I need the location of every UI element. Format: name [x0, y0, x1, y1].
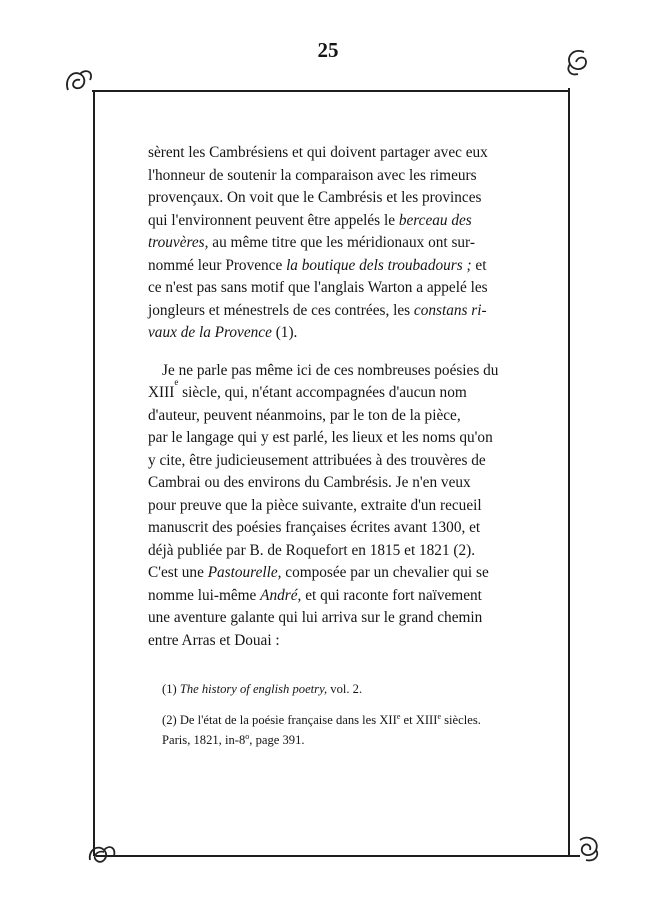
text-line: [148, 405, 518, 428]
text-span: Cambrai ou des environs du Cambrésis. Je n'en veux: [148, 474, 471, 491]
footnote-2: [162, 710, 522, 750]
page-number: 25: [317, 38, 339, 62]
corner-ornament-bottom-right-icon: [572, 830, 606, 864]
text-span: nommé leur Provence: [148, 256, 287, 274]
text-span: C'est une: [148, 564, 208, 581]
footnote-text: (2) De l'état de la poésie française dans les XII: [162, 713, 397, 727]
text-span: siècle, qui, n'étant accompagnées d'aucun nom: [178, 384, 467, 401]
footnotes: [162, 678, 522, 750]
text-span: y cite, être judicieusement attribuées à des trouvères de: [148, 451, 486, 469]
text-span: Je ne parle pas même ici de ces nombreuses poésies du: [162, 361, 499, 379]
footnote-text: vol. 2.: [327, 682, 363, 696]
frame-bottom-rule: [96, 855, 580, 857]
text-line: [148, 517, 518, 540]
italic-span: trouvères,: [148, 234, 209, 251]
text-span: pour preuve que la pièce suivante, extraite d'un recueil: [148, 496, 482, 514]
text-span: par le langage qui y est parlé, les lieux et les noms qu'on: [148, 429, 493, 446]
frame-left-rule: [93, 90, 95, 856]
text-span: une aventure galante qui lui arriva sur le grand chemin: [148, 609, 483, 626]
text-span: au même titre que les méridionaux ont sur-: [208, 234, 475, 251]
text-line: [148, 232, 518, 255]
text-line: [148, 277, 518, 300]
text-line: [148, 540, 518, 563]
text-span: et qui raconte fort naïvement: [301, 586, 482, 604]
text-span: composée par un chevalier qui se: [281, 564, 489, 581]
frame-top-rule: [92, 90, 570, 92]
text-line: [148, 585, 518, 608]
text-line: [148, 187, 518, 210]
footnote-line: [162, 710, 522, 730]
text-span: provençaux. On voit que le Cambrésis et les provinces: [148, 189, 482, 206]
footnote-line: [162, 730, 522, 750]
superscript: o: [245, 732, 250, 741]
paragraph-1: [148, 142, 518, 345]
text-span: XIII: [148, 384, 175, 401]
text-line: [148, 322, 518, 345]
footnote-text: , page 391.: [249, 733, 305, 747]
footnote-text: siècles.: [441, 713, 481, 727]
text-span: et: [471, 256, 487, 274]
text-span: ce n'est pas sans motif que l'anglais Warton a appelé les: [148, 279, 488, 296]
paragraph-gap: [148, 345, 518, 360]
paragraph-2: [148, 360, 518, 653]
text-span: (1).: [271, 324, 298, 341]
text-line: [148, 142, 518, 165]
italic-span: constans ri-: [413, 301, 487, 319]
frame-right-rule: [568, 88, 570, 856]
superscript: e: [437, 712, 441, 721]
text-line: [148, 255, 518, 278]
body-text: [148, 142, 518, 652]
text-line: [148, 472, 518, 495]
text-line: [148, 210, 518, 233]
text-line: [148, 165, 518, 188]
corner-ornament-bottom-left-icon: [84, 838, 118, 872]
text-line: [148, 427, 518, 450]
text-span: l'honneur de soutenir la comparaison avec les rimeurs: [148, 166, 477, 184]
superscript: e: [174, 377, 179, 387]
text-line: [148, 630, 518, 653]
corner-ornament-top-right-icon: [560, 44, 594, 78]
italic-span: vaux de la Provence: [148, 324, 272, 341]
text-span: jongleurs et ménestrels de ces contrées, les: [148, 301, 414, 319]
footnote-text: Paris, 1821, in-8: [162, 733, 246, 747]
footnote-title: The history of english poetry,: [179, 682, 328, 696]
text-line: [148, 495, 518, 518]
text-line: [148, 300, 518, 323]
italic-span: André,: [260, 586, 302, 604]
footnote-1: [162, 678, 522, 700]
italic-span: berceau des: [398, 211, 472, 229]
corner-ornament-top-left-icon: [62, 64, 96, 98]
italic-span: Pastourelle,: [207, 564, 282, 581]
superscript: e: [396, 712, 401, 721]
text-span: manuscrit des poésies françaises écrites avant 1300, et: [148, 519, 481, 536]
footnote-text: et XIII: [400, 713, 438, 727]
text-span: sèrent les Cambrésiens et qui doivent partager avec eux: [148, 144, 488, 161]
text-line: [148, 562, 518, 585]
text-line: [148, 377, 518, 405]
text-line: [148, 360, 518, 383]
text-line: [148, 450, 518, 473]
text-line: [148, 607, 518, 630]
italic-span: la boutique dels troubadours ;: [286, 256, 472, 274]
text-span: d'auteur, peuvent néanmoins, par le ton de la pièce,: [148, 406, 461, 424]
text-span: entre Arras et Douai :: [148, 631, 280, 649]
text-span: qui l'environnent peuvent être appelés le: [148, 211, 399, 229]
text-span: nomme lui-même: [148, 586, 261, 604]
text-span: déjà publiée par B. de Roquefort en 1815 et 1821 (2).: [148, 541, 476, 559]
footnote-number: (1): [162, 682, 180, 696]
